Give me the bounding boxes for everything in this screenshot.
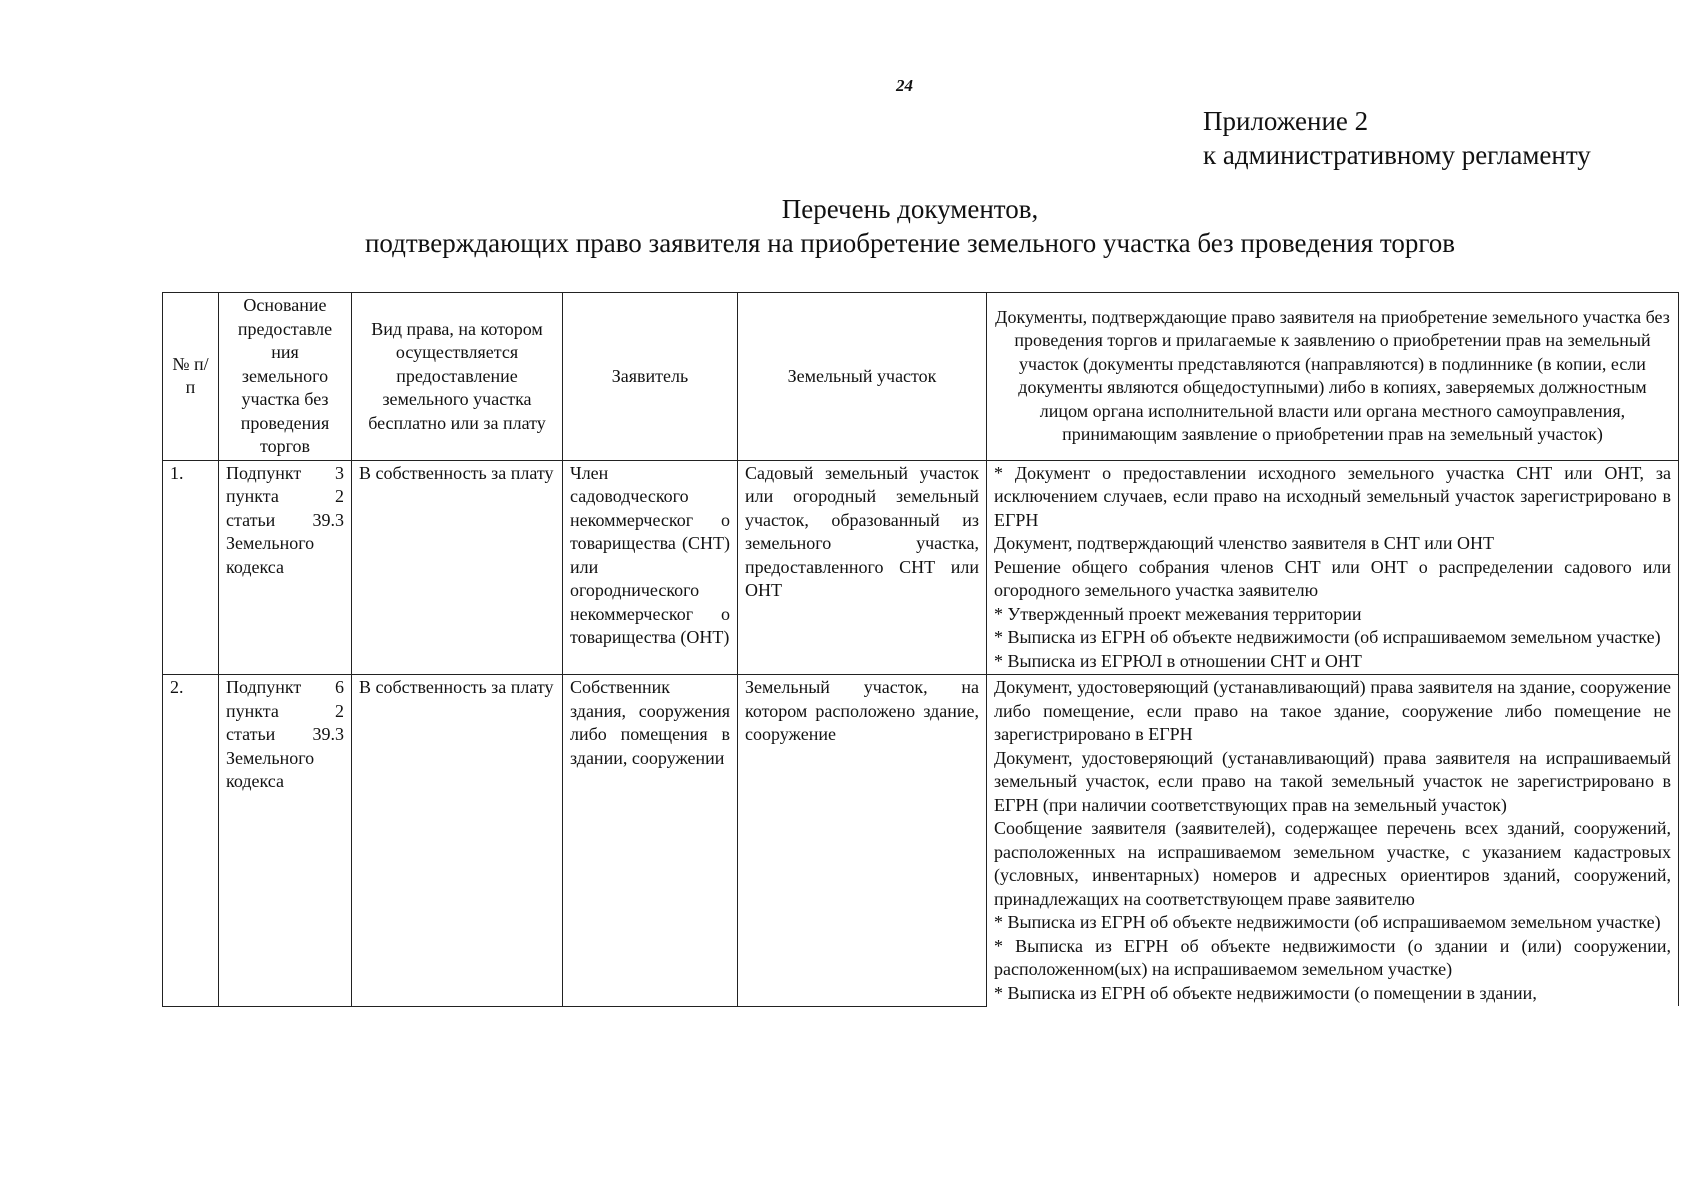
row-basis: Подпункт 6 пункта 2 статьи 39.3 Земельного кодекса (219, 675, 352, 1007)
document-item: * Выписка из ЕГРН об объекте недвижимости (об испрашиваемом земельном участке) (994, 627, 1661, 647)
table-row (163, 675, 1679, 1007)
row-land-plot: Садовый земельный участок или огородный земельный участок, образованный из земельного участка, предоставленного СНТ или ОНТ (738, 460, 987, 675)
header-land-plot: Земельный участок (738, 293, 987, 461)
document-item: Документ, удостоверяющий (устанавливающий) права заявителя на здание, сооружение либо помещение, если право на такое здание, сооружение либо помещение не зарегистрировано в ЕГРН (994, 677, 1671, 744)
table-header-row (163, 293, 1679, 461)
page-number: 24 (896, 76, 913, 95)
header-applicant: Заявитель (563, 293, 738, 461)
table-row (163, 460, 1679, 675)
document-item: Документ, удостоверяющий (устанавливающий) права заявителя на испрашиваемый земельный участок, если право на такой земельный участок не зарегистрировано в ЕГРН (при наличии соответствующих прав на земельный участок) (994, 747, 1671, 815)
appendix-heading (1203, 104, 1591, 172)
document-item: Решение общего собрания членов СНТ или ОНТ о распределении садового или огородного земельного участка заявителю (994, 556, 1671, 600)
header-documents: Документы, подтверждающие право заявителя на приобретение земельного участка без проведения торгов и прилагаемые к заявлению о приобретении прав на земельный участок (документы представляются (направляются) в подлиннике (в копии, если документы являются общедоступными) либо в копиях, заверяемых должностным лицом органа исполнительной власти или органа местного самоуправления, принимающим заявление о приобретении прав на земельный участок) (987, 293, 1679, 461)
appendix-subtitle: к административному регламенту (1203, 140, 1591, 170)
row-documents (987, 460, 1679, 675)
row-applicant: Собственник здания, сооружения либо помещения в здании, сооружении (563, 675, 738, 1007)
row-right-type: В собственность за плату (352, 460, 563, 675)
documents-table (162, 292, 1679, 1007)
document-item: * Утвержденный проект межевания территории (994, 603, 1362, 624)
row-applicant: Член садоводческого некоммерческог о товарищества (СНТ) или огороднического некоммерческог о товарищества (ОНТ) (563, 460, 738, 675)
document-item: * Выписка из ЕГРН об объекте недвижимости (о здании и (или) сооружении, расположенном(ых) на испрашиваемом земельном участке) (994, 935, 1671, 979)
document-item: * Выписка из ЕГРН об объекте недвижимости (об испрашиваемом земельном участке) (994, 912, 1661, 932)
header-right-type: Вид права, на котором осуществляется предоставление земельного участка бесплатно или за плату (352, 293, 563, 461)
document-item: * Выписка из ЕГРН об объекте недвижимости (о помещении в здании, (994, 982, 1537, 1003)
document-item: * Документ о предоставлении исходного земельного участка СНТ или ОНТ, за исключением случаев, если право на исходный земельный участок зарегистрировано в ЕГРН (994, 462, 1671, 530)
row-documents (987, 675, 1679, 1007)
row-number: 2. (163, 675, 219, 1007)
row-right-type: В собственность за плату (352, 675, 563, 1007)
document-title-line2: подтверждающих право заявителя на приобретение земельного участка без проведения торгов (364, 228, 1456, 258)
document-item: Сообщение заявителя (заявителей), содержащее перечень всех зданий, сооружений, расположенных на испрашиваемом земельном участке, с указанием кадастровых (условных, инвентарных) номеров и адресных ориентиров зданий, сооружений, принадлежащих на соответствующем праве заявителю (994, 818, 1671, 909)
row-land-plot: Земельный участок, на котором расположено здание, сооружение (738, 675, 987, 1007)
document-item: Документ, подтверждающий членство заявителя в СНТ или ОНТ (994, 533, 1494, 553)
appendix-title: Приложение 2 (1203, 106, 1369, 136)
row-basis: Подпункт 3 пункта 2 статьи 39.3 Земельного кодекса (219, 460, 352, 675)
header-basis: Основание предоставле ния земельного участка без проведения торгов (219, 293, 352, 461)
document-title-line1: Перечень документов, (781, 194, 1039, 224)
document-item: * Выписка из ЕГРЮЛ в отношении СНТ и ОНТ (994, 650, 1362, 671)
row-number: 1. (163, 460, 219, 675)
header-number: № п/п (163, 293, 219, 461)
document-title (160, 192, 1660, 260)
